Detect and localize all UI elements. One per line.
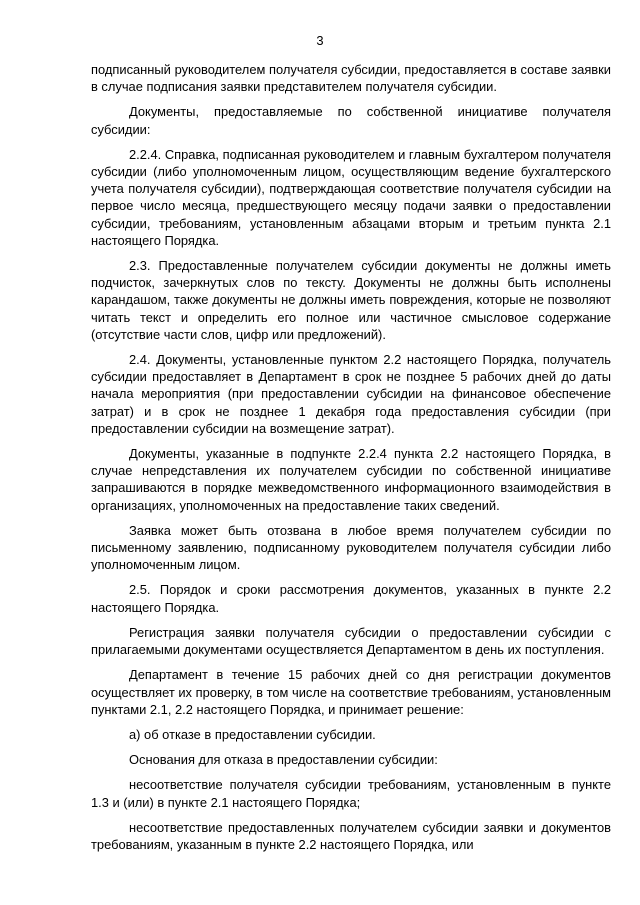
paragraph-interagency-request: Документы, указанные в подпункте 2.2.4 пункта 2.2 настоящего Порядка, в случае непредставления их получателем субсидии по собственной инициативе запрашиваются в порядке межведомственного информационного взаимодействия в организациях, уполномоченных на предоставление таких сведений. [91,446,611,513]
paragraph-initiative-docs-heading: Документы, предоставляемые по собственной инициативе получателя субсидии: [91,104,611,137]
document-body [91,61,611,861]
paragraph-continuation: подписанный руководителем получателя субсидии, предоставляется в составе заявки в случае подписания заявки представителем получателя субсидии. [91,62,611,95]
paragraph-registration: Регистрация заявки получателя субсидии о предоставлении субсидии с прилагаемыми документами осуществляется Департаментом в день их поступления. [91,624,611,658]
paragraph-application-withdrawal: Заявка может быть отозвана в любое время получателем субсидии по письменному заявлению, подписанному руководителем получателя субсидии либо уполномоченным лицом. [91,522,611,573]
paragraph-refusal-ground-2: несоответствие предоставленных получателем субсидии заявки и документов требованиям, указанным в пункте 2.2 настоящего Порядка, или [91,819,611,852]
paragraph-refusal-grounds-heading: Основания для отказа в предоставлении субсидии: [129,752,438,768]
paragraph-refusal-ground-1: несоответствие получателя субсидии требованиям, установленным в пункте 1.3 и (или) в пункте 2.1 настоящего Порядка; [91,777,611,810]
paragraph-2-4: 2.4. Документы, установленные пунктом 2.2 настоящего Порядка, получатель субсидии предоставляет в Департамент в срок не позднее 5 рабочих дней до даты начала мероприятия (при предоставлении субсидии на финансовое обеспечение затрат) и в срок не позднее 1 декабря года предоставления субсидии (при предоставлении субсидии на возмещение затрат). [91,352,611,436]
paragraph-refusal-item-a: а) об отказе в предоставлении субсидии. [129,726,376,742]
paragraph-2-3: 2.3. Предоставленные получателем субсидии документы не должны иметь подчисток, зачеркнутых слов по тексту. Документы не должны быть исполнены карандашом, также документы не должны иметь повреждения, которые не позволяют читать текст и определить его полное или частичное смысловое содержание (отсутствие части слов, цифр или предложений). [91,258,611,342]
paragraph-2-5: 2.5. Порядок и сроки рассмотрения документов, указанных в пункте 2.2 настоящего Порядка. [91,582,611,615]
paragraph-2-2-4: 2.2.4. Справка, подписанная руководителем и главным бухгалтером получателя субсидии (либо уполномоченным лицом, осуществляющим ведение бухгалтерского учета получателя субсидии), подтверждающая соответствие получателя субсидии на первое число месяца, предшествующего месяцу подачи заявки о предоставлении субсидии, требованиям, установленным абзацами вторым и третьим пункта 2.1 настоящего Порядка. [91,146,611,248]
paragraph-review-decision: Департамент в течение 15 рабочих дней со дня регистрации документов осуществляет их проверку, в том числе на соответствие требованиям, установленным пунктами 2.1, 2.2 настоящего Порядка, и принимает решение: [91,667,611,717]
page-number: 3 [316,33,324,48]
